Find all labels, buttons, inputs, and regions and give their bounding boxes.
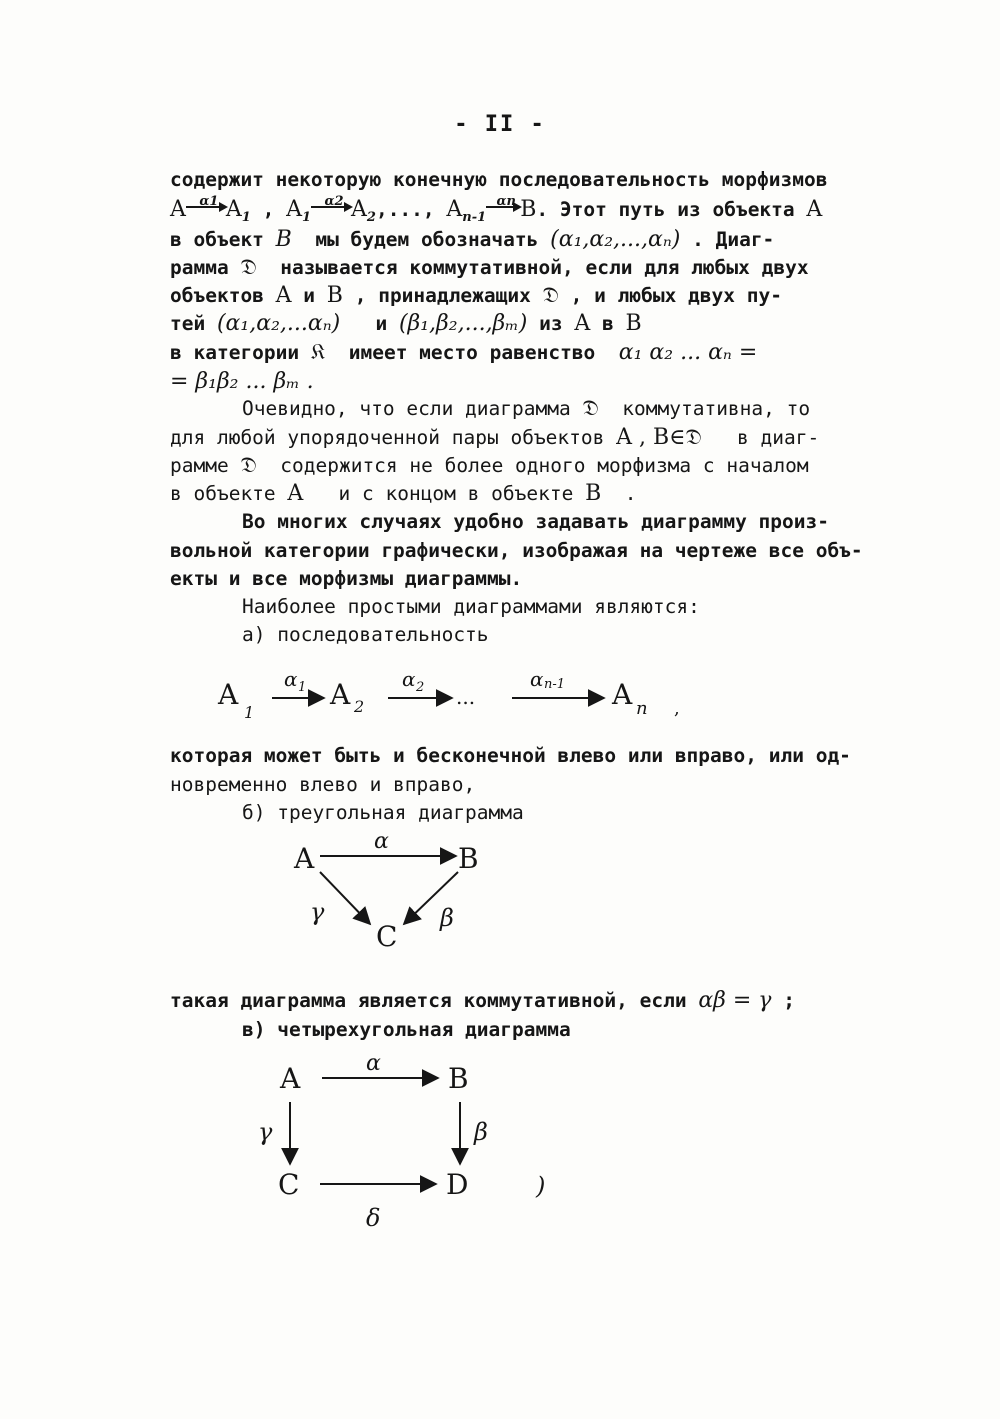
sq-label-delta: δ: [366, 1204, 381, 1232]
item-a-label: а) последовательность: [242, 623, 489, 646]
label-sub: 1: [209, 194, 219, 209]
tri-label-beta: β: [440, 904, 454, 932]
text: для любой упорядоченной пары объектов: [170, 426, 617, 449]
obj-b: B: [520, 197, 537, 222]
label-alpha: α: [324, 194, 335, 209]
equation-beta: = β₁β₂ ... βₘ .: [170, 369, 314, 394]
text: , и любых двух пу-: [558, 284, 782, 307]
tri-label-alpha: α: [374, 829, 389, 854]
obj-b: B: [326, 283, 343, 308]
text: . Диаг-: [680, 228, 775, 251]
seq-label-sub2: 2: [416, 680, 425, 695]
p2-line4: [170, 480, 636, 508]
text: рамме: [170, 454, 241, 477]
p2-line3: [170, 452, 809, 480]
diagram-symbol-d: 𝔇: [240, 255, 257, 280]
text: и: [340, 312, 399, 335]
triangle-note: [170, 987, 795, 1015]
text: принадлежащих: [378, 284, 531, 307]
sq-obj-d: D: [446, 1168, 469, 1201]
seq-sub1: 1: [244, 703, 255, 722]
obj-a-end: A: [806, 197, 823, 222]
sub-1b: 1: [301, 209, 312, 225]
text: тей: [170, 312, 217, 335]
text: в: [590, 312, 626, 335]
p3-line1: Во многих случаях удобно задавать диаграмму произ-: [242, 510, 829, 533]
seq-label-subn1: n-1: [544, 677, 566, 692]
text: [531, 284, 543, 307]
p3-line3: екты и все морфизмы диаграммы.: [170, 567, 523, 590]
text: содержится не более одного морфизма с началом: [256, 454, 809, 477]
text: объектов: [170, 284, 276, 307]
tri-obj-a: A: [294, 842, 315, 875]
label-alpha: α: [496, 194, 507, 209]
after-seq-line1: которая может быть и бесконечной влево или вправо, или од-: [170, 744, 851, 767]
text: мы будем обозначать: [291, 228, 551, 251]
item-b-label: б) треугольная диаграмма: [242, 801, 524, 824]
obj-a: A: [574, 311, 591, 336]
item-c-label: в) четырехугольная диаграмма: [242, 1018, 571, 1041]
equation-commutative: αβ = γ: [698, 988, 772, 1013]
dots: ,...,: [375, 198, 447, 221]
category-symbol-k: 𝔎: [310, 340, 326, 365]
text: и с концом в объекте: [303, 482, 586, 505]
text: такая диаграмма является коммутативной, если: [170, 989, 699, 1012]
seq-label-alpha1: α: [284, 667, 298, 691]
obj-a2: A: [351, 197, 367, 222]
text: рамма: [170, 256, 241, 279]
sub-n1: n-1: [462, 209, 487, 225]
term-commutative: коммутативной: [409, 256, 563, 279]
p1-line3: [170, 226, 774, 254]
text: Очевидно, что если диаграмма: [242, 397, 583, 420]
path-beta: (β₁,β₂,...,βₘ): [398, 311, 528, 336]
obj-a1: A: [225, 197, 242, 222]
p1-line2-tail: . Этот путь из объекта: [536, 198, 807, 221]
obj-b: B: [585, 481, 602, 506]
path-alpha: (α₁,α₂,...,αₙ): [550, 227, 681, 252]
obj-a: A: [287, 481, 304, 506]
sequence-diagram: [200, 660, 720, 732]
comma: ,: [262, 198, 275, 221]
diagram-symbol-d: 𝔇: [240, 453, 257, 478]
sub-1: 1: [241, 209, 251, 225]
obj-a1b: A: [286, 197, 302, 222]
seq-a1: A: [218, 678, 239, 711]
sq-obj-b: B: [448, 1062, 469, 1095]
text: .: [601, 482, 637, 505]
arrow-alphan: [486, 196, 520, 216]
seq-dots: ...: [456, 685, 476, 709]
p1-line4: [170, 254, 809, 282]
seq-an: A: [612, 678, 633, 711]
label-sub: n: [506, 194, 516, 209]
seq-comma: ,: [674, 698, 680, 719]
obj-an1: A: [446, 197, 463, 222]
label-sub: 2: [334, 194, 344, 209]
intro-line: Наиболее простыми диаграммами являются:: [242, 595, 700, 618]
p1-line7: [170, 339, 757, 367]
obj-b: B: [625, 311, 642, 336]
sq-label-beta: β: [474, 1118, 488, 1146]
seq-label-sub1: 1: [298, 680, 307, 695]
text: из: [527, 312, 575, 335]
text: коммутативна, то: [598, 397, 811, 420]
diagram-symbol-d: 𝔇: [542, 283, 559, 308]
label-alpha: α: [199, 194, 210, 209]
arrow-alpha2: [311, 196, 351, 216]
text: и: [291, 284, 327, 307]
page-number: - II -: [454, 112, 546, 137]
p1-line1: содержит некоторую конечную последовательность морфизмов: [170, 168, 828, 191]
sq-label-gamma: γ: [258, 1118, 273, 1146]
seq-a2: A: [330, 678, 351, 711]
equation-alpha: α₁ α₂ ... αₙ =: [618, 340, 758, 365]
text: называется: [256, 256, 410, 279]
p1-line5: [170, 282, 782, 310]
text: в объекте: [170, 482, 288, 505]
seq-label-alphan1: α: [530, 667, 544, 691]
text: ;: [771, 989, 795, 1012]
seq-label-alpha2: α: [402, 667, 416, 691]
tri-obj-b: B: [458, 842, 479, 875]
text: в объект: [170, 228, 276, 251]
text: , если для любых двух: [562, 256, 809, 279]
text: в диаг-: [701, 426, 820, 449]
seq-sub2: 2: [354, 697, 365, 716]
sq-obj-a: A: [280, 1062, 301, 1095]
text: в категории: [170, 341, 311, 364]
square-diagram: [250, 1050, 570, 1240]
tri-arrow-gamma: [320, 872, 370, 924]
text: имеет место равенство: [325, 341, 619, 364]
p2-line1: [242, 395, 810, 423]
path-alpha: (α₁,α₂,...αₙ): [216, 311, 341, 336]
diagram-symbol-d: 𝔇: [582, 396, 599, 421]
sq-obj-c: C: [278, 1168, 300, 1201]
obj-b: B: [275, 227, 292, 252]
after-seq-line2: новременно влево и вправо,: [170, 773, 476, 796]
sq-tail: ): [536, 1172, 546, 1200]
obj-a: A: [275, 283, 292, 308]
object-pair: A , B∈𝔇: [616, 425, 702, 450]
sq-label-alpha: α: [366, 1051, 381, 1076]
seq-subn: n: [636, 698, 648, 719]
p2-line2: [170, 424, 819, 452]
p1-line8: [170, 368, 314, 396]
text: ,: [342, 284, 379, 307]
p1-line6: [170, 310, 642, 338]
sub-2: 2: [366, 209, 376, 225]
p3-line2: вольной категории графически, изображая на чертеже все объ-: [170, 539, 863, 562]
tri-obj-c: C: [376, 920, 398, 953]
obj-a: A: [170, 197, 186, 222]
triangle-diagram: [280, 828, 520, 958]
arrow-alpha1: [186, 196, 226, 216]
tri-label-gamma: γ: [310, 898, 325, 926]
